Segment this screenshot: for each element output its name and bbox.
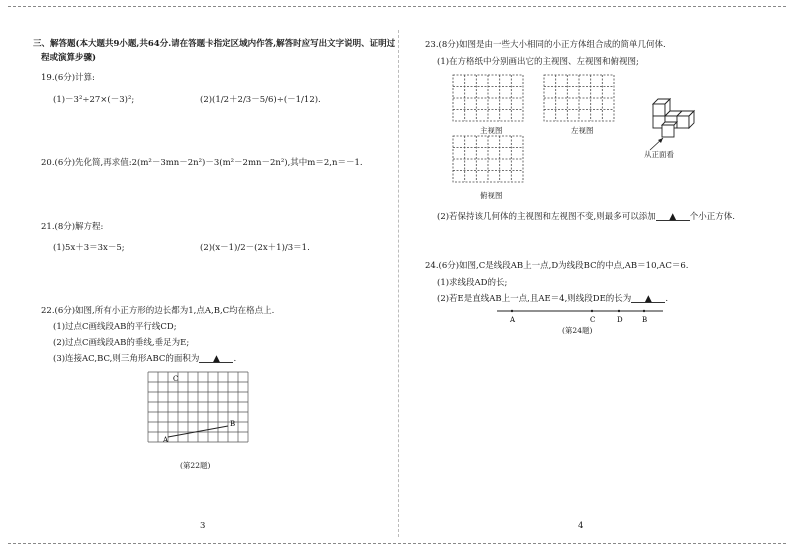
q23-title: 23.(8分)如图是由一些大小相同的小正方体组合成的简单几何体. (425, 40, 666, 50)
q22-point-c-label: C (173, 375, 179, 383)
front-view-grid (452, 74, 524, 122)
page-number-left: 3 (200, 521, 206, 531)
left-view-grid (543, 74, 615, 122)
q21-part1: (1)5x＋3＝3x－5; (53, 243, 125, 253)
answer-mark: ▲ (644, 294, 652, 304)
q22-point-a-label: A (163, 436, 169, 444)
section-header-line2: 程或演算步骤) (41, 53, 97, 63)
q19-part1: (1)－3²÷27×(－3)²; (53, 95, 135, 105)
q22-part1: (1)过点C画线段AB的平行线CD; (53, 322, 177, 332)
top-dashed-border (8, 6, 786, 7)
bottom-dashed-border (8, 543, 786, 544)
answer-blank (631, 294, 665, 303)
q20-text: 20.(6分)先化简,再求值:2(m²－3mn－2n²)－3(m²－2mn－2n²),其中m＝2,n＝－1. (41, 158, 363, 168)
q24-title: 24.(6分)如图,C是线段AB上一点,D为线段BC的中点,AB＝10,AC＝6. (425, 261, 689, 271)
q23-part1: (1)在方格纸中分别画出它的主视图、左视图和俯视图; (437, 57, 639, 67)
q19-title: 19.(6分)计算: (41, 73, 95, 83)
q24-part1: (1)求线段AD的长; (437, 278, 508, 288)
q21-title: 21.(8分)解方程: (41, 222, 104, 232)
q22-point-b-label: B (230, 420, 236, 428)
q24-point-a-label: A (510, 316, 516, 324)
answer-blank (199, 354, 233, 363)
q23-part2-text: (2)若保持该几何体的主视图和左视图不变,则最多可以添加 (437, 212, 656, 222)
label-left-view: 左视图 (571, 126, 594, 135)
q23-part2 (437, 212, 735, 223)
q24-point-d-label: D (617, 316, 623, 324)
answer-mark: ▲ (212, 354, 220, 364)
q24-point-b (643, 310, 645, 312)
q24-point-a (511, 310, 513, 312)
q21-part2: (2)(x－1)/2－(2x＋1)/3＝1. (200, 243, 310, 253)
q24-point-d (618, 310, 620, 312)
top-view-grid (452, 135, 524, 183)
q22-part3-text: (3)连接AC,BC,则三角形ABC的面积为 (53, 354, 200, 364)
q24-point-c-label: C (590, 316, 596, 324)
page-number-right: 4 (578, 521, 584, 531)
q24-point-c (591, 310, 593, 312)
q24-part2: (2)若E是直线AB上一点,且AE＝4,则线段DE的长为 ▲ . (437, 294, 669, 304)
q24-figure-caption: (第24题) (562, 326, 593, 335)
page-fold (398, 30, 399, 537)
label-front-view-arrow: 从正面看 (644, 150, 674, 159)
q22-part2: (2)过点C画线段AB的垂线,垂足为E; (53, 338, 190, 348)
q22-grid-figure (146, 370, 250, 454)
q22-title: 22.(6分)如图,所有小正方形的边长都为1,点A,B,C均在格点上. (41, 306, 275, 316)
label-top-view: 俯视图 (480, 191, 503, 200)
section-header-line1: 三、解答题(本大题共9小题,共64分.请在答题卡指定区域内作答,解答时应写出文字说明、证明过 (33, 39, 396, 49)
q24-point-b-label: B (642, 316, 648, 324)
q22-part3: (3)连接AC,BC,则三角形ABC的面积为 ▲ . (53, 354, 237, 364)
q19-part2: (2)(1/2＋2/3－5/6)÷(－1/12). (200, 95, 321, 105)
answer-mark: ▲ (669, 212, 677, 222)
q22-figure-caption: (第22题) (180, 461, 211, 470)
q24-line-figure (495, 306, 665, 326)
q24-part2-text: (2)若E是直线AB上一点,且AE＝4,则线段DE的长为 (437, 294, 632, 304)
q23-part2-end: 个小正方体. (689, 212, 735, 222)
label-front-view: 主视图 (480, 126, 503, 135)
answer-blank (656, 212, 690, 221)
